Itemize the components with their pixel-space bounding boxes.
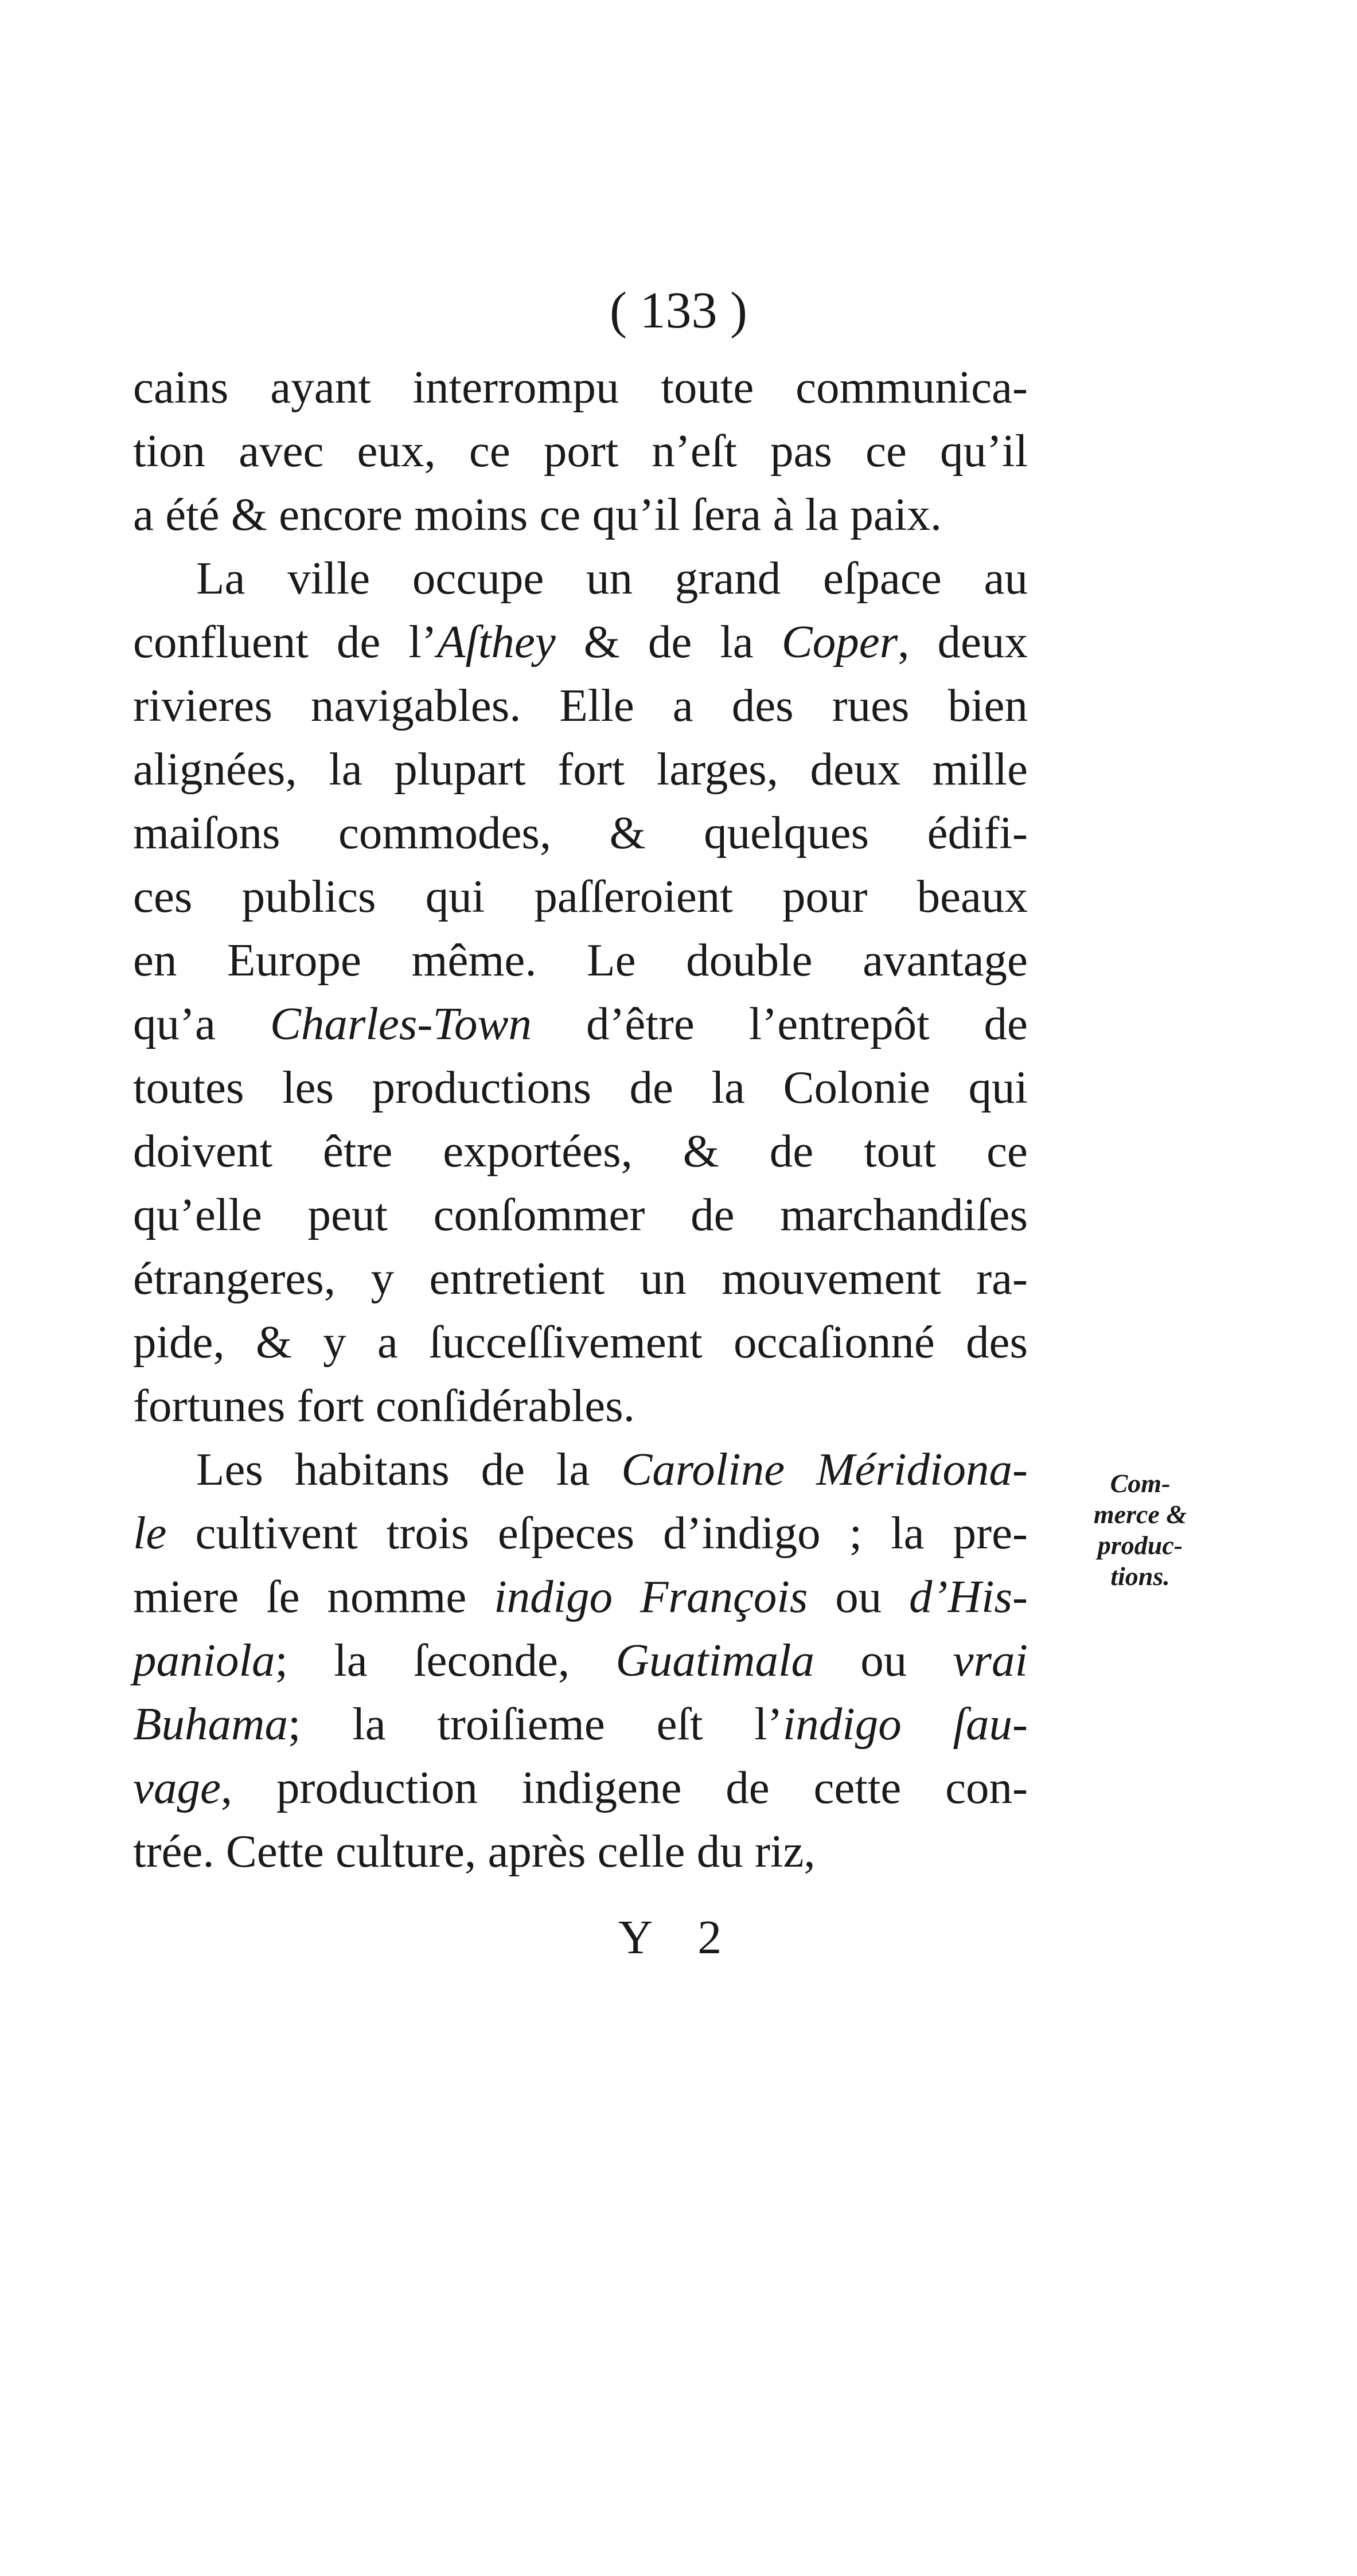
italic-text: indigo ſau- <box>782 1698 1028 1750</box>
text-line <box>133 1310 1028 1374</box>
text-line <box>133 865 1028 928</box>
signature-mark: Y 2 <box>618 1911 739 1964</box>
italic-text: vrai <box>953 1634 1028 1686</box>
text-segment: alignées, la plupart fort larges, deux mille <box>133 743 1028 795</box>
margin-note-line: merce & <box>1093 1500 1187 1529</box>
italic-text: d’His- <box>909 1571 1028 1622</box>
text-segment: , production indigene de cette con- <box>220 1762 1028 1813</box>
text-segment: & de la <box>555 616 782 668</box>
italic-text: Coper <box>781 616 898 668</box>
text-segment: cultivent trois eſpeces d’indigo ; la pre- <box>166 1507 1028 1559</box>
text-segment: maiſons commodes, & quelques édifi- <box>133 807 1028 858</box>
text-segment: , deux <box>898 616 1028 668</box>
italic-text: le <box>133 1507 167 1559</box>
text-line <box>133 1056 1028 1119</box>
margin-note-line: produc- <box>1097 1531 1183 1560</box>
text-line <box>133 610 1028 674</box>
text-segment: qu’a <box>133 998 270 1049</box>
text-line <box>133 1756 1028 1820</box>
text-segment: ou <box>808 1571 910 1622</box>
text-segment: ; la troiſieme eſt l’ <box>287 1698 783 1750</box>
text-segment: d’être l’entrepôt de <box>532 998 1028 1049</box>
italic-text: paniola <box>133 1634 275 1686</box>
text-segment: pide, & y a ſucceſſivement occaſionné des <box>133 1316 1028 1368</box>
text-line <box>133 356 1028 419</box>
text-segment: cains ayant interrompu toute communica- <box>133 361 1028 413</box>
text-line <box>133 1629 1028 1692</box>
text-line <box>133 928 1028 992</box>
italic-text: Caroline Méridiona- <box>621 1443 1028 1495</box>
margin-note <box>1037 1468 1243 1592</box>
text-line <box>133 737 1028 801</box>
text-line <box>133 547 1028 610</box>
margin-note-line: tions. <box>1110 1562 1170 1591</box>
text-segment: doivent être exportées, & de tout ce <box>133 1125 1028 1177</box>
text-line <box>133 674 1028 737</box>
text-line <box>133 419 1028 483</box>
italic-text: Guatimala <box>615 1634 814 1686</box>
text-line <box>133 1565 1028 1629</box>
body-text <box>133 356 1028 1883</box>
text-line <box>133 1438 1028 1501</box>
text-segment: miere ſe nomme <box>133 1571 494 1622</box>
text-line <box>133 992 1028 1056</box>
text-segment: étrangeres, y entretient un mouvement ra- <box>133 1252 1028 1304</box>
text-line <box>133 1374 1028 1438</box>
text-segment: fortunes fort conſidérables. <box>133 1380 635 1431</box>
text-line <box>133 1119 1028 1183</box>
italic-text: Aſthey <box>436 616 556 668</box>
text-segment: ; la ſeconde, <box>275 1634 616 1686</box>
text-segment: toutes les productions de la Colonie qui <box>133 1061 1028 1113</box>
text-line <box>133 483 1028 547</box>
text-line <box>133 1247 1028 1310</box>
text-segment: ou <box>814 1634 953 1686</box>
text-line <box>133 1501 1028 1565</box>
text-segment: confluent de l’ <box>133 616 437 668</box>
italic-text: Charles-Town <box>270 998 532 1049</box>
italic-text: vage <box>133 1762 221 1813</box>
text-segment: en Europe même. Le double avantage <box>133 934 1028 986</box>
text-segment: rivieres navigables. Elle a des rues bien <box>133 680 1028 731</box>
text-segment: Les habitans de la <box>196 1443 622 1495</box>
page-number: ( 133 ) <box>610 282 747 339</box>
text-segment: tion avec eux, ce port n’eſt pas ce qu’il <box>133 425 1028 477</box>
margin-note-line: Com- <box>1110 1469 1171 1498</box>
italic-text: Buhama <box>133 1698 288 1750</box>
text-segment: ces publics qui paſſeroient pour beaux <box>133 871 1028 922</box>
text-segment: La ville occupe un grand eſpace au <box>196 552 1028 604</box>
text-line <box>133 1820 1028 1883</box>
text-segment: trée. Cette culture, après celle du riz, <box>133 1825 816 1877</box>
text-segment: qu’elle peut conſommer de marchandiſes <box>133 1189 1028 1240</box>
text-line <box>133 801 1028 865</box>
text-segment: a été & encore moins ce qu’il ſera à la paix. <box>133 489 942 540</box>
text-line <box>133 1692 1028 1756</box>
text-line <box>133 1183 1028 1247</box>
italic-text: indigo François <box>494 1571 808 1622</box>
